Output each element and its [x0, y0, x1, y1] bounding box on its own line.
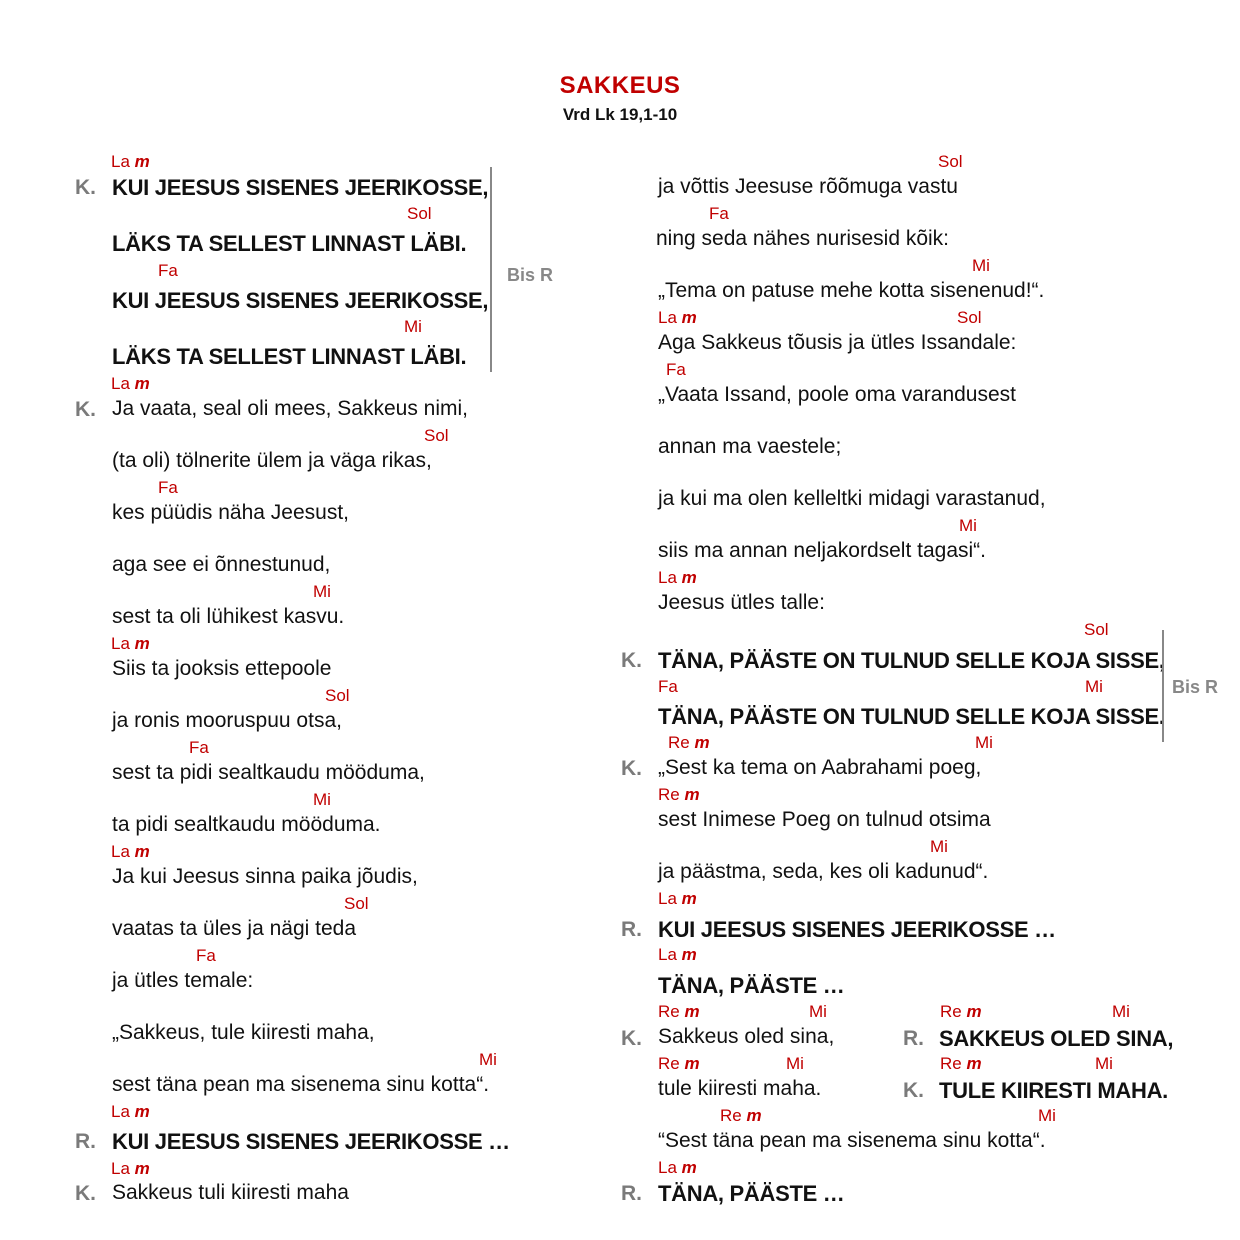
- chord: Mi: [313, 790, 331, 809]
- chord: Re m: [658, 1002, 700, 1021]
- chord: Re m: [940, 1002, 982, 1021]
- lyric-line: LÄKS TA SELLEST LINNAST LÄBI.: [112, 231, 467, 256]
- lyric-line: ja päästma, seda, kes oli kadunud“.: [658, 860, 989, 883]
- chord: Mi: [1085, 677, 1103, 696]
- lyric-line: sest täna pean ma sisenema sinu kotta“.: [112, 1073, 490, 1096]
- bis-label: Bis R: [1172, 677, 1219, 697]
- chord: Sol: [325, 686, 350, 705]
- chord: Mi: [975, 733, 993, 752]
- lyric-line: „Sakkeus, tule kiiresti maha,: [112, 1021, 375, 1044]
- chord: Sol: [938, 152, 963, 171]
- verse-marker: K.: [903, 1079, 924, 1102]
- verse-marker: R.: [75, 1130, 96, 1153]
- lyric-line: Sakkeus tuli kiiresti maha: [112, 1181, 349, 1204]
- lyric-line: ta pidi sealtkaudu mööduma.: [112, 813, 381, 836]
- chord: Fa: [158, 478, 178, 497]
- chord: Mi: [972, 256, 990, 275]
- chord: La m: [658, 889, 697, 908]
- verse-marker: K.: [621, 649, 642, 672]
- repeat-bracket: [490, 167, 492, 372]
- chord: Fa: [189, 738, 209, 757]
- lyric-line: sest ta oli lühikest kasvu.: [112, 605, 345, 628]
- lyric-line: siis ma annan neljakordselt tagasi“.: [658, 539, 987, 562]
- lyric-line: TULE KIIRESTI MAHA.: [939, 1078, 1168, 1103]
- verse-marker: K.: [621, 757, 642, 780]
- chord: La m: [111, 634, 150, 653]
- chord: Mi: [1038, 1106, 1056, 1125]
- lyric-line: „Tema on patuse mehe kotta sisenenud!“.: [658, 279, 1045, 302]
- chord: La m: [658, 308, 697, 327]
- lyric-line: vaatas ta üles ja nägi teda: [112, 917, 357, 940]
- chord: Re m: [720, 1106, 762, 1125]
- lyric-line: ning seda nähes nurisesid kõik:: [656, 227, 950, 250]
- lyric-line: ja ronis mooruspuu otsa,: [112, 709, 342, 732]
- lyric-line: sest ta pidi sealtkaudu mööduma,: [112, 761, 425, 784]
- lyric-line: TÄNA, PÄÄSTE ON TULNUD SELLE KOJA SISSE.: [658, 704, 1165, 729]
- lyric-line: KUI JEESUS SISENES JEERIKOSSE …: [658, 917, 1056, 942]
- chord: Mi: [786, 1054, 804, 1073]
- chord: Re m: [940, 1054, 982, 1073]
- verse-marker: K.: [75, 398, 96, 421]
- chord: La m: [111, 1159, 150, 1178]
- chord: La m: [111, 152, 150, 171]
- repeat-bracket: [1162, 630, 1164, 742]
- lyric-line: TÄNA, PÄÄSTE ON TULNUD SELLE KOJA SISSE,: [658, 648, 1165, 673]
- lyric-line: TÄNA, PÄÄSTE …: [658, 1181, 845, 1206]
- lyric-line: (ta oli) tölnerite ülem ja väga rikas,: [112, 449, 432, 472]
- lyric-line: Sakkeus oled sina,: [658, 1025, 835, 1048]
- lyric-line: „Vaata Issand, poole oma varandusest: [658, 383, 1016, 406]
- lyric-line: annan ma vaestele;: [658, 435, 842, 458]
- chord: Fa: [158, 261, 178, 280]
- lyric-line: ja ütles temale:: [112, 969, 254, 992]
- chord: Sol: [1084, 620, 1109, 639]
- lyric-line: „Sest ka tema on Aabrahami poeg,: [658, 756, 982, 779]
- chord: Sol: [344, 894, 369, 913]
- lyric-line: sest Inimese Poeg on tulnud otsima: [658, 808, 991, 831]
- lyric-line: KUI JEESUS SISENES JEERIKOSSE,: [112, 175, 489, 200]
- lyric-line: KUI JEESUS SISENES JEERIKOSSE …: [112, 1129, 510, 1154]
- song-reference: Vrd Lk 19,1-10: [562, 105, 678, 124]
- verse-marker: R.: [903, 1027, 924, 1050]
- chord: Mi: [479, 1050, 497, 1069]
- lyric-line: Jeesus ütles talle:: [658, 591, 825, 614]
- chord: Mi: [313, 582, 331, 601]
- lyric-line: Ja kui Jeesus sinna paika jõudis,: [112, 865, 418, 888]
- chord: Fa: [709, 204, 729, 223]
- chord: Mi: [930, 837, 948, 856]
- chord: Sol: [424, 426, 449, 445]
- lyric-line: SAKKEUS OLED SINA,: [939, 1026, 1174, 1051]
- chord: Mi: [959, 516, 977, 535]
- lyric-line: Siis ta jooksis ettepoole: [112, 657, 332, 680]
- verse-marker: K.: [75, 1182, 96, 1205]
- lyric-line: Ja vaata, seal oli mees, Sakkeus nimi,: [112, 397, 468, 420]
- lyric-line: ja kui ma olen kelleltki midagi varastanud,: [658, 487, 1046, 510]
- chord: La m: [111, 374, 150, 393]
- chord: Fa: [196, 946, 216, 965]
- chord: Re m: [658, 1054, 700, 1073]
- chord: Re m: [668, 733, 710, 752]
- bis-label: Bis R: [507, 265, 554, 285]
- lyric-line: tule kiiresti maha.: [658, 1077, 822, 1100]
- chord: La m: [658, 568, 697, 587]
- chord: Sol: [957, 308, 982, 327]
- chord: Fa: [666, 360, 686, 379]
- chord: Re m: [658, 785, 700, 804]
- chord: Mi: [404, 317, 422, 336]
- verse-marker: K.: [621, 1027, 642, 1050]
- lyric-line: TÄNA, PÄÄSTE …: [658, 973, 845, 998]
- chord: La m: [658, 945, 697, 964]
- chord: Mi: [1095, 1054, 1113, 1073]
- chord: Mi: [809, 1002, 827, 1021]
- verse-marker: R.: [621, 1182, 642, 1205]
- verse-marker: K.: [75, 176, 96, 199]
- chord: La m: [111, 842, 150, 861]
- lyric-line: LÄKS TA SELLEST LINNAST LÄBI.: [112, 344, 467, 369]
- chord: Sol: [407, 204, 432, 223]
- lyric-line: kes püüdis näha Jeesust,: [112, 501, 349, 524]
- verse-marker: R.: [621, 918, 642, 941]
- chord: Fa: [658, 677, 678, 696]
- chord: Mi: [1112, 1002, 1130, 1021]
- chord: La m: [111, 1102, 150, 1121]
- lyric-line: Aga Sakkeus tõusis ja ütles Issandale:: [658, 331, 1017, 354]
- lyric-line: aga see ei õnnestunud,: [112, 553, 331, 576]
- lyric-line: KUI JEESUS SISENES JEERIKOSSE,: [112, 288, 489, 313]
- chord: La m: [658, 1158, 697, 1177]
- lyric-line: ja võttis Jeesuse rõõmuga vastu: [658, 175, 958, 198]
- song-title: SAKKEUS: [559, 72, 681, 99]
- lyric-line: “Sest täna pean ma sisenema sinu kotta“.: [658, 1129, 1046, 1152]
